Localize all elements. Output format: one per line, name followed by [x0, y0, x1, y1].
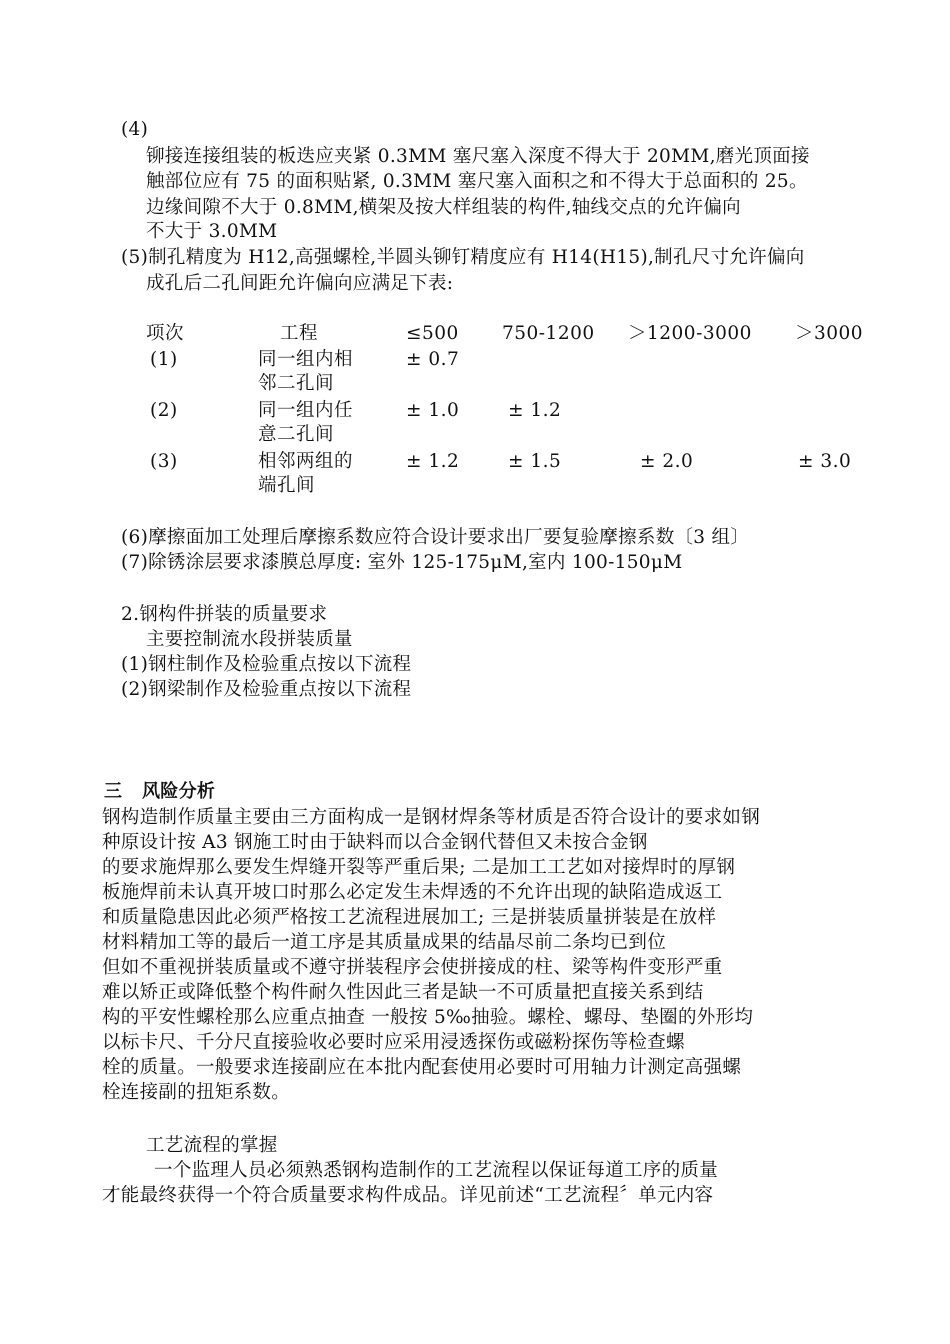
table-row-3-item-b: 端孔间 — [258, 475, 316, 496]
table-header-no: 项次 — [146, 323, 185, 344]
item-6: (6)摩擦面加工处理后摩擦系数应符合设计要求出厂要复验摩擦系数〔3 组〕 — [121, 527, 750, 548]
table-row-3-c3: ± 2.0 — [640, 451, 694, 472]
table-header-c1: ≤500 — [406, 323, 459, 344]
table-row-3-c2: ± 1.5 — [508, 451, 562, 472]
section-3-line-12: 栓连接副的扭矩系数。 — [102, 1082, 291, 1103]
table-header-c4: ＞3000 — [795, 323, 864, 344]
section-3-line-5: 和质量隐患因此必须严格按工艺流程进展加工; 三是拼装质量拼装是在放样 — [102, 907, 717, 928]
table-row-3-item-a: 相邻两组的 — [258, 451, 354, 472]
table-header-c3: ＞1200-3000 — [628, 323, 752, 344]
table-row-2-item-b: 意二孔间 — [258, 424, 335, 445]
section-3-line-10: 以标卡尺、千分尺直接验收必要时应采用浸透探伤或磁粉探伤等检查螺 — [102, 1032, 685, 1053]
item-5-line-2: 成孔后二孔间距允许偏向应满足下表: — [146, 273, 454, 294]
item-5-line-1: (5)制孔精度为 H12,高强螺栓,半圆头铆钉精度应有 H14(H15),制孔尺寸允许偏向 — [121, 247, 805, 268]
table-row-3-no: (3) — [150, 451, 178, 472]
process-line-2: 才能最终获得一个符合质量要求构件成品。详见前述“工艺流程〞单元内容 — [102, 1185, 714, 1206]
table-row-1-no: (1) — [150, 349, 178, 370]
table-row-2-c1: ± 1.0 — [406, 400, 460, 421]
section-3-line-3: 的要求施焊那么要发生焊缝开裂等严重后果; 二是加工工艺如对接焊时的厚钢 — [102, 857, 736, 878]
section-2-subtitle: 主要控制流水段拼装质量 — [146, 629, 353, 650]
table-row-1-item-a: 同一组内相 — [258, 349, 354, 370]
process-title: 工艺流程的掌握 — [146, 1135, 278, 1156]
item-4-label: (4) — [121, 119, 149, 140]
item-4-line-3: 边缘间隙不大于 0.8MM,横架及按大样组装的构件,轴线交点的允许偏向 — [146, 197, 741, 218]
table-row-3-c1: ± 1.2 — [406, 451, 460, 472]
item-4-line-1: 铆接连接组装的板迭应夹紧 0.3MM 塞尺塞入深度不得大于 20MM,磨光顶面接 — [146, 146, 810, 167]
table-row-2-item-a: 同一组内任 — [258, 400, 354, 421]
section-3-line-2: 种原设计按 A3 钢施工时由于缺料而以合金钢代替但又未按合金钢 — [102, 832, 648, 853]
table-row-3-c4: ± 3.0 — [798, 451, 852, 472]
section-2-point-2: (2)钢梁制作及检验重点按以下流程 — [121, 679, 412, 700]
process-line-1: 一个监理人员必须熟悉钢构造制作的工艺流程以保证每道工序的质量 — [154, 1160, 719, 1181]
table-row-1-item-b: 邻二孔间 — [258, 373, 335, 394]
table-header-c2: 750-1200 — [502, 323, 595, 344]
item-4-line-4: 不大于 3.0MM — [146, 221, 278, 242]
section-3-line-11: 栓的质量。一般要求连接副应在本批内配套使用必要时可用轴力计测定高强螺 — [102, 1057, 742, 1078]
section-3-line-7: 但如不重视拼装质量或不遵守拼装程序会使拼接成的柱、梁等构件变形严重 — [102, 957, 723, 978]
table-row-2-no: (2) — [150, 400, 178, 421]
table-row-1-c1: ± 0.7 — [406, 349, 460, 370]
item-7: (7)除锈涂层要求漆膜总厚度: 室外 125-175μM,室内 100-150μM — [121, 552, 683, 573]
table-header-item: 工程 — [280, 323, 319, 344]
section-3-line-6: 材料精加工等的最后一道工序是其质量成果的结晶尽前二条均已到位 — [102, 932, 667, 953]
section-2-title: 2.钢构件拼装的质量要求 — [121, 604, 328, 625]
item-4-line-2: 触部位应有 75 的面积贴紧, 0.3MM 塞尺塞入面积之和不得大于总面积的 25。 — [146, 171, 808, 192]
section-3-line-8: 难以矫正或降低整个构件耐久性因此三者是缺一不可质量把直接关系到结 — [102, 982, 704, 1003]
table-row-2-c2: ± 1.2 — [508, 400, 562, 421]
section-3-line-4: 板施焊前未认真开坡口时那么必定发生未焊透的不允许出现的缺陷造成返工 — [102, 882, 723, 903]
section-3-line-9: 构的平安性螺栓那么应重点抽查 一般按 5‰抽验。螺栓、螺母、垫圈的外形均 — [102, 1007, 754, 1028]
section-3-line-1: 钢构造制作质量主要由三方面构成一是钢材焊条等材质是否符合设计的要求如钢 — [102, 807, 761, 828]
section-2-point-1: (1)钢柱制作及检验重点按以下流程 — [121, 654, 412, 675]
section-3-heading: 三 风险分析 — [104, 781, 216, 802]
